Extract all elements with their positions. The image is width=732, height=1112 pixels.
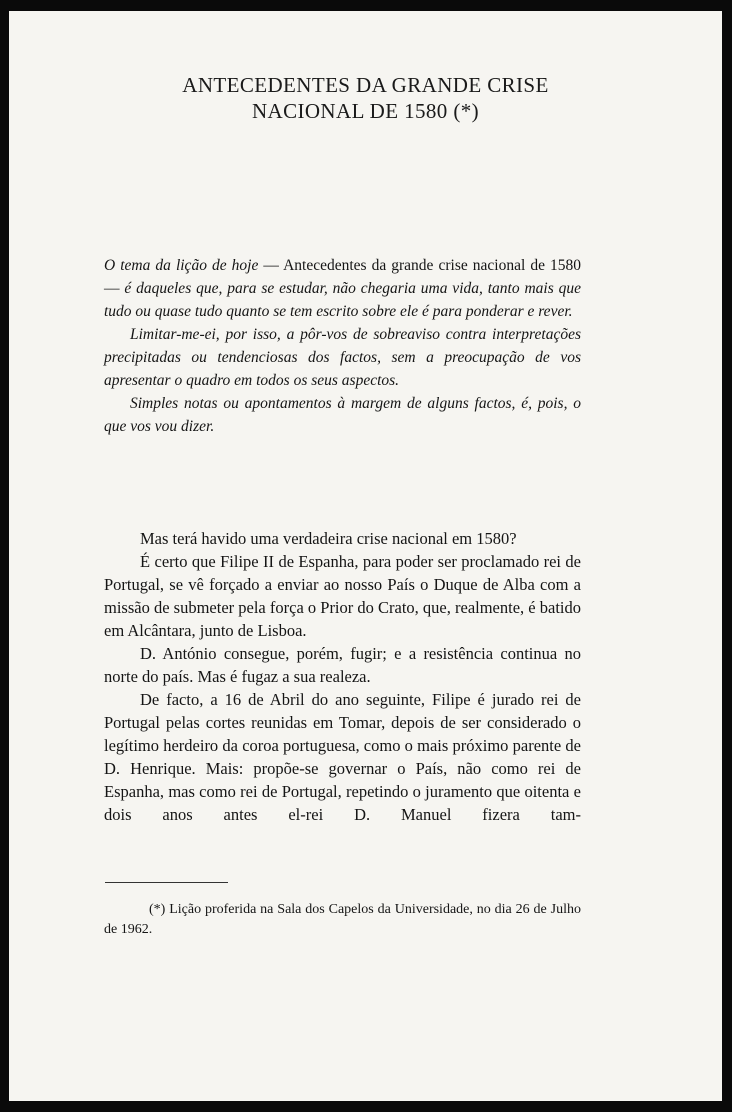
paper-page <box>9 11 722 1101</box>
footnote-text: (*) Lição proferida na Sala dos Capelos da Universidade, no dia 26 de Julho de 1962. <box>104 902 581 937</box>
title-line-2: NACIONAL DE 1580 (*) <box>251 99 480 123</box>
title-line-1: ANTECEDENTES DA GRANDE CRISE <box>182 73 549 97</box>
body-paragraph-3: D. António consegue, porém, fugir; e a resistência continua no norte do país. Mas é fugaz a sua realeza. <box>104 644 581 686</box>
intro-section <box>104 254 581 438</box>
intro-paragraph-1 <box>104 254 581 323</box>
intro-lead-plain: — Antecedentes da grande crise nacional de 1580 — <box>104 257 581 297</box>
body-paragraph-4: De facto, a 16 de Abril do ano seguinte, Filipe é jurado rei de Portugal pelas cortes reunidas em Tomar, depois de ser considerado o legítimo herdeiro da coroa portuguesa, como o mais próximo parente de D. Henrique. Mais: propõe-se governar o País, não como rei de Espanha, mas como rei de Portugal, repetindo o juramento que oitenta e dois anos antes el-rei D. Manuel fizera tam- <box>104 690 581 824</box>
footnote-rule <box>105 882 228 883</box>
intro-lead-italic: O tema da lição de hoje <box>104 257 259 274</box>
intro-paragraph-3: Simples notas ou apontamentos à margem de alguns factos, é, pois, o que vos vou dizer. <box>104 395 581 435</box>
body-paragraph-1: Mas terá havido uma verdadeira crise nacional em 1580? <box>140 529 517 548</box>
body-paragraph-2: É certo que Filipe II de Espanha, para poder ser proclamado rei de Portugal, se vê forçado a enviar ao nosso País o Duque de Alba com a missão de submeter pela força o Prior do Crato, que, realmente, é batido em Alcântara, junto de Lisboa. <box>104 552 581 640</box>
intro-paragraph-2: Limitar-me-ei, por isso, a pôr-vos de sobreaviso contra interpretações precipitadas ou tendenciosas dos factos, sem a preocupação de vos apresentar o quadro em todos os seus aspectos. <box>104 326 581 389</box>
body-section <box>104 527 581 826</box>
intro-lead-italic-rest: é daqueles que, para se estudar, não chegaria uma vida, tanto mais que tudo ou quase tudo quanto se tem escrito sobre ele é para ponderar e rever. <box>104 280 581 320</box>
footnote-section <box>104 900 581 940</box>
